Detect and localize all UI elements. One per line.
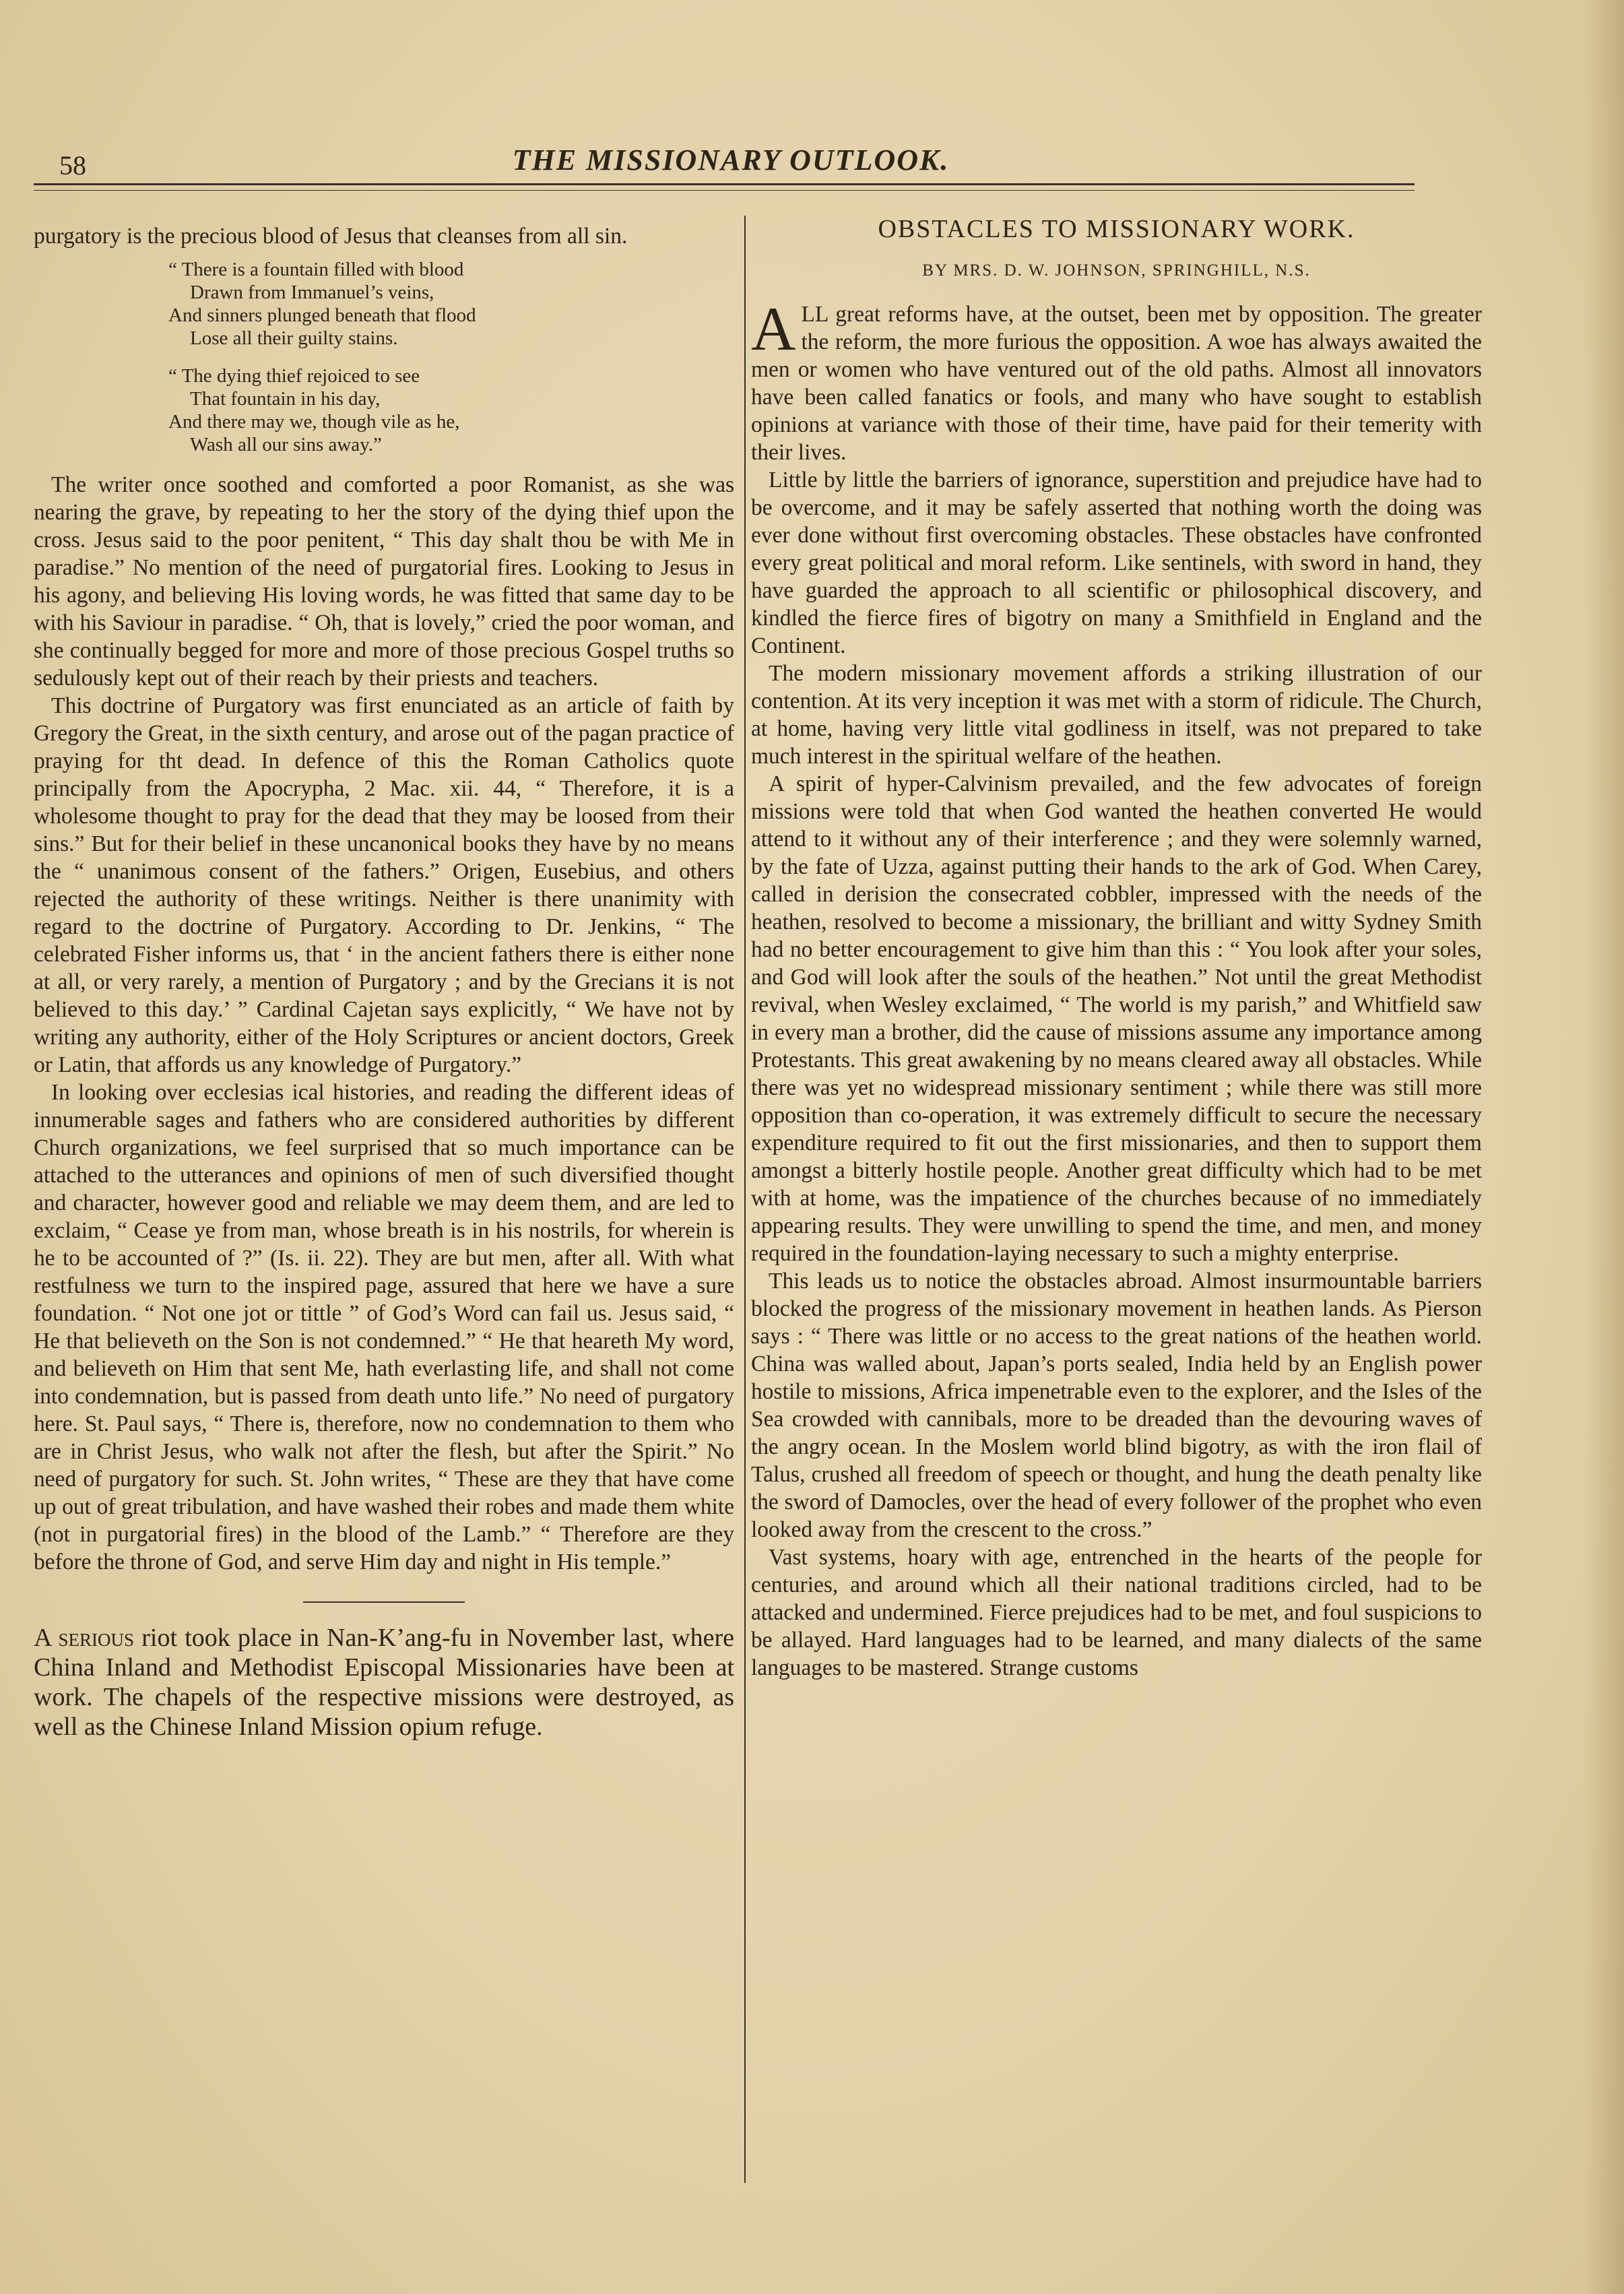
stanza <box>168 258 734 350</box>
paragraph: The writer once soothed and comforted a poor Romanist, as she was nearing the grave, by repeating to her the story of the dying thief upon the cross. Jesus said to the poor penitent, “ This day shalt thou be with Me in paradise.” No mention of the need of purgatorial fires. Looking to Jesus in his agony, and believing His loving words, he was fitted that same day to be with his Saviour in paradise. “ Oh, that is lovely,” cried the poor woman, and she continually begged for more and more of those precious Gospel truths so sedulously kept out of their reach by their priests and teachers. <box>34 472 734 691</box>
verse-line: “ The dying thief rejoiced to see <box>168 365 420 387</box>
left-column <box>34 222 734 1742</box>
verse-line: Wash all our sins away.” <box>190 434 382 455</box>
column-divider <box>744 216 746 2183</box>
paragraph <box>751 294 1482 466</box>
paragraph: This leads us to notice the obstacles abroad. Almost insurmountable barriers blocked the progress of the missionary movement in heathen lands. As Pierson says : “ There was little or no access to the great nations of the heathen world. China was walled about, Japan’s ports sealed, India held by an English power hostile to missions, Africa impenetrable even to the explorer, and the Isles of the Sea crowded with cannibals, more to be dreaded than the devouring waves of the angry ocean. In the Moslem world blind bigotry, as with the iron flail of Talus, crushed all freedom of speech or thought, and hung the death penalty like the sword of Damocles, over the head of every follower of the prophet who even looked away from the crescent to the cross.” <box>751 1269 1482 1542</box>
paragraph: Vast systems, hoary with age, entrenched in the hearts of the people for centuries, and around which all their national traditions circled, had to be attacked and undermined. Fierce prejudices had to be met, and foul suspicions to be allayed. Hard languages had to be learned, and many dialects of the same languages to be mastered. Strange customs <box>751 1545 1482 1680</box>
drop-cap: A <box>751 294 796 363</box>
news-note <box>34 1623 734 1742</box>
paragraph: The modern missionary movement affords a striking illustration of our contention. At its very inception it was met with a storm of ridicule. The Church, at home, having very little vital godliness in itself, was not prepared to take much interest in the spiritual welfare of the heathen. <box>751 661 1482 769</box>
hymn-verse <box>168 258 734 456</box>
paragraph: Little by little the barriers of ignorance, superstition and prejudice have had to be overcome, and it may be safely asserted that nothing worth the doing was ever done without first overcoming obstacles. These obstacles have confronted every great political and moral reform. Like sentinels, with sword in hand, they have guarded the approach to all scientific or philosophical discovery, and kindled the fierce fires of bigotry on many a Smithfield in England and the Continent. <box>751 468 1482 658</box>
paragraph: This doctrine of Purgatory was first enunciated as an article of faith by Gregory the Great, in the sixth century, and arose out of the pagan practice of praying for tht dead. In defence of this the Roman Catholics quote principally from the Apocrypha, 2 Mac. xii. 44, “ Therefore, it is a wholesome thought to pray for the dead that they may be loosed from their sins.” But for their belief in these uncanonical books they have by no means the “ unanimous consent of the fathers.” Origen, Eusebius, and others rejected the authority of these writings. Neither is there unanimity with regard to the doctrine of Purgatory. According to Dr. Jenkins, “ The celebrated Fisher informs us, that ‘ in the ancient fathers there is either none at all, or very rarely, a mention of Purgatory ; and by the Grecians it is not believed to this day.’ ” Cardinal Cajetan says explicitly, “ We have not by writing any authority, either of the Holy Scriptures or ancient doctors, Greek or Latin, that affords us any knowledge of Purgatory.” <box>34 693 734 1077</box>
verse-line: Drawn from Immanuel’s veins, <box>190 282 434 303</box>
verse-line: Lose all their guilty stains. <box>190 327 398 349</box>
header-rule-thin <box>34 190 1415 191</box>
article-title: OBSTACLES TO MISSIONARY WORK. <box>878 215 1355 243</box>
verse-line: “ There is a fountain filled with blood <box>168 259 464 280</box>
header-rule <box>34 183 1415 185</box>
paragraph: In looking over ecclesias ical histories, and reading the different ideas of innumerable sages and fathers who are considered authorities by different Church organizations, we feel surprised that so much importance can be attached to the utterances and opinions of men of such diversified thought and character, however good and reliable we may deem them, and are led to exclaim, “ Cease ye from man, whose breath is in his nostrils, for wherein is he to be accounted of ?” (Is. ii. 22). They are but men, after all. With what restfulness we turn to the inspired page, assured that here we have a sure foundation. “ Not one jot or tittle ” of God’s Word can fail us. Jesus said, “ He that believeth on the Son is not condemned.” “ He that heareth My word, and believeth on Him that sent Me, hath everlasting life, and shall not come into condemnation, but is passed from death unto life.” No need of purgatory here. St. Paul says, “ There is, therefore, now no condemnation to them who are in Christ Jesus, who walk not after the flesh, but after the Spirit.” No need of purgatory for such. St. John writes, “ These are they that have come up out of great tribulation, and have washed their robes and made them white (not in purgatorial fires) in the blood of the Lamb.” “ Therefore are they before the throne of God, and serve Him day and night in His temple.” <box>34 1080 734 1574</box>
paragraph: purgatory is the precious blood of Jesus that cleanses from all sin. <box>34 224 628 249</box>
right-column <box>751 209 1482 1682</box>
verse-line: And sinners plunged beneath that flood <box>168 305 476 326</box>
running-title: THE MISSIONARY OUTLOOK. <box>512 144 950 177</box>
page-number: 58 <box>59 150 86 181</box>
page-header <box>40 135 1421 189</box>
note-lead: A serious <box>34 1624 135 1652</box>
stanza <box>168 364 734 456</box>
article-byline: BY MRS. D. W. JOHNSON, SPRINGHILL, N.S. <box>922 261 1311 280</box>
note-text: riot took place in Nan-K’ang-fu in November last, where China Inland and Methodist Episcopal Missionaries have been at work. The chapels of the respective missions were destroyed, as well as the Chinese Inland Mission opium refuge. <box>34 1624 734 1741</box>
page-edge-shadow <box>1584 0 1624 2294</box>
verse-line: And there may we, though vile as he, <box>168 411 460 433</box>
paragraph: A spirit of hyper-Calvinism prevailed, and the few advocates of foreign missions were told that when God wanted the heathen converted He would attend to it without any of their interference ; and they were solemnly warned, by the fate of Uzza, against putting their hands to the ark of God. When Carey, called in derision the consecrated cobbler, impressed with the needs of the heathen, resolved to become a missionary, the brilliant and witty Sydney Smith had no better encouragement to give him than this : “ You look after your soles, and God will look after the souls of the heathen.” Not until the great Methodist revival, when Wesley exclaimed, “ The world is my parish,” and Whitfield saw in every man a brother, did the cause of missions assume any importance among Protestants. This great awakening by no means cleared away all obstacles. While there was yet no widespread missionary sentiment ; while there was still more opposition than co-operation, it was extremely difficult to secure the necessary expenditure required to fit out the first missionaries, and then to support them amongst a bitterly hostile people. Another great difficulty which had to be met with at home, was the impatience of the churches because of no immediately appearing results. They were unwilling to spend the time, and men, and money required in the foundation-laying necessary to such a mighty enterprise. <box>751 771 1482 1266</box>
verse-line: That fountain in his day, <box>190 388 381 410</box>
section-rule <box>303 1601 465 1603</box>
paragraph-text: LL great reforms have, at the outset, been met by opposition. The greater the reform, the more furious the opposition. A woe has always awaited the men or women who have ventured out of the old paths. Almost all innovators have been called fanatics or fools, and many who have sought to establish opinions at variance with those of their time, have paid for their temerity with their lives. <box>751 302 1482 465</box>
